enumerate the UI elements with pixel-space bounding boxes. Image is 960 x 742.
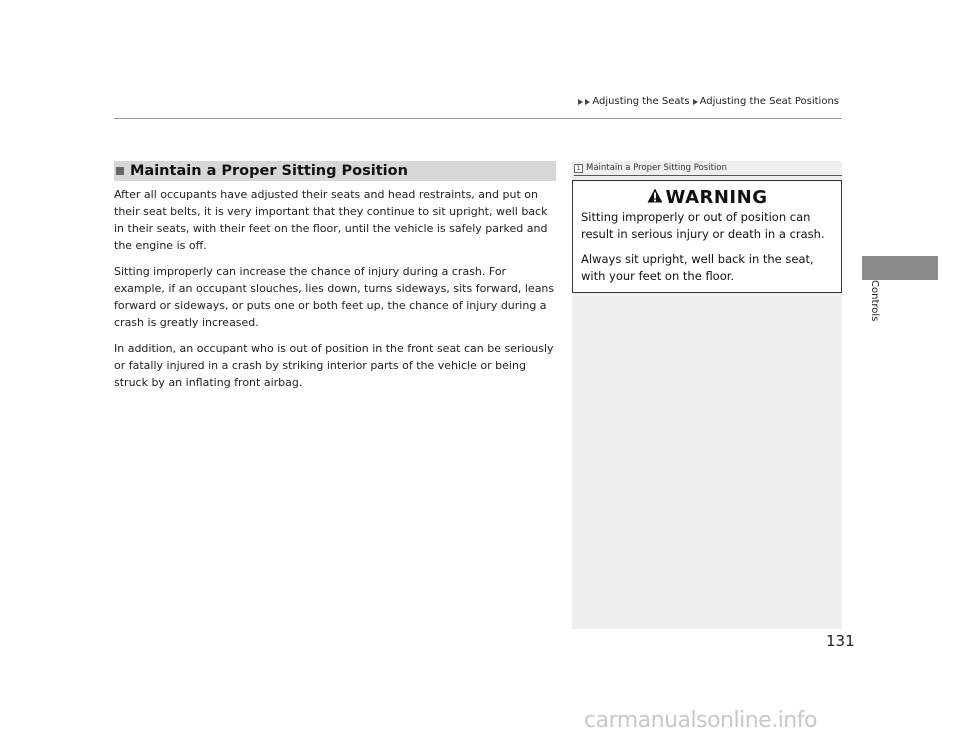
note-reference-icon: 1 — [574, 164, 583, 173]
warning-label: WARNING — [665, 187, 768, 208]
warning-line: Always sit upright, well back in the seat, with your feet on the floor. — [581, 252, 814, 283]
sidebar-title — [574, 163, 727, 173]
section-heading-text: Maintain a Proper Sitting Position — [130, 163, 408, 179]
warning-triangle-icon — [647, 187, 663, 208]
section-heading — [114, 161, 556, 181]
breadcrumb-arrow-icon — [585, 99, 590, 105]
body-paragraph: Sitting improperly can increase the chance of injury during a crash. For example, if an occupant slouches, lies down, turns sideways, sits forward, leans forward or sideways, or puts one or both feet up, the chance of injury during a crash is greatly increased. — [114, 265, 555, 329]
header-divider — [114, 118, 842, 119]
warning-line: Sitting improperly or out of position can result in serious injury or death in a crash. — [581, 210, 825, 241]
chapter-tab-label[interactable]: Controls — [869, 280, 880, 322]
section-body — [114, 186, 558, 400]
watermark: carmanualsonline.info — [584, 708, 817, 733]
warning-box — [572, 180, 842, 293]
square-bullet-icon — [116, 167, 124, 175]
breadcrumb — [578, 96, 842, 107]
sidebar-title-text: Maintain a Proper Sitting Position — [586, 163, 727, 173]
warning-header — [573, 187, 841, 208]
sidebar-divider — [574, 175, 842, 176]
chapter-tab-marker — [862, 256, 938, 280]
breadcrumb-arrow-icon — [693, 99, 698, 105]
breadcrumb-current: Adjusting the Seat Positions — [699, 96, 839, 107]
breadcrumb-parent[interactable]: Adjusting the Seats — [592, 96, 690, 107]
body-paragraph: After all occupants have adjusted their seats and head restraints, and put on their seat belts, it is very important that they continue to sit upright, well back in their seats, with their feet on the floor, until the vehicle is safely parked and the engine is off. — [114, 188, 548, 252]
breadcrumb-arrow-icon — [578, 99, 583, 105]
warning-text — [581, 209, 837, 293]
body-paragraph: In addition, an occupant who is out of position in the front seat can be seriously or fatally injured in a crash by striking interior parts of the vehicle or being struck by an inflating front airbag. — [114, 342, 554, 389]
page-number: 131 — [826, 632, 855, 650]
